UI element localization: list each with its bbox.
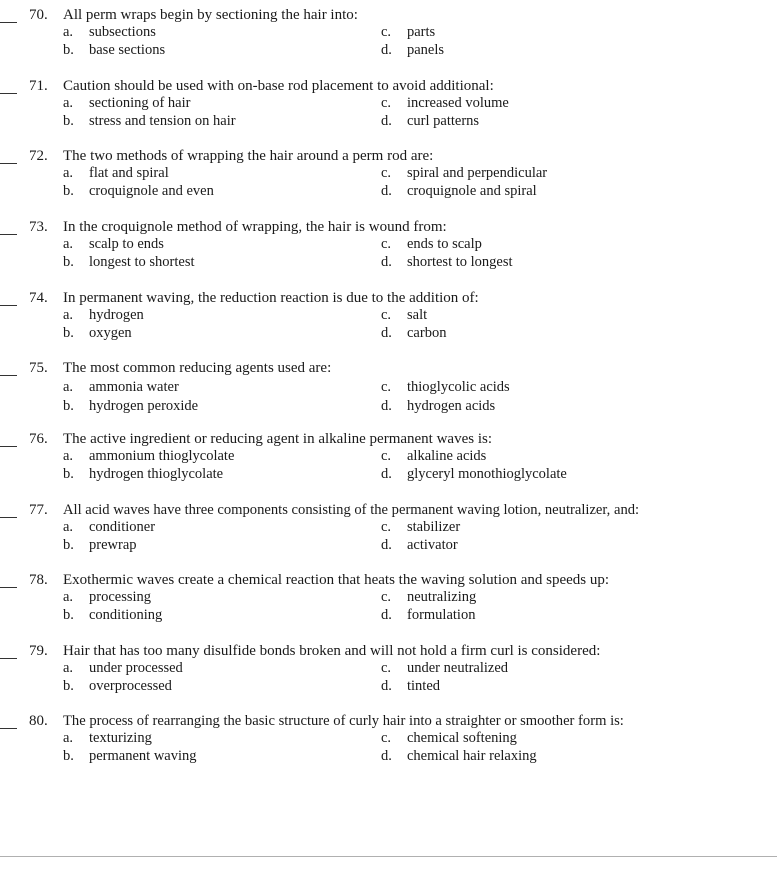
option-text: base sections (89, 42, 166, 58)
option-text: activator (407, 537, 458, 553)
option-c (381, 24, 435, 41)
question-74 (0, 290, 777, 352)
option-letter: b. (63, 607, 74, 623)
option-d (381, 398, 495, 415)
option-text: neutralizing (407, 589, 477, 605)
option-a (63, 307, 144, 324)
option-c (381, 95, 509, 112)
answer-blank (0, 728, 17, 729)
option-text: shortest to longest (407, 254, 513, 270)
option-b (63, 183, 214, 200)
option-letter: c. (381, 95, 392, 111)
option-text: stabilizer (407, 519, 461, 535)
option-c (381, 165, 547, 182)
option-d (381, 607, 475, 624)
option-c (381, 448, 486, 465)
option-text: permanent waving (89, 748, 197, 764)
option-text: ammonia water (89, 379, 179, 395)
option-text: thioglycolic acids (407, 379, 510, 395)
option-letter: a. (63, 589, 74, 605)
option-d (381, 678, 440, 695)
option-b (63, 42, 165, 59)
option-letter: b. (63, 113, 74, 129)
question-number: 70. (29, 7, 48, 23)
question-77 (0, 502, 777, 564)
option-letter: d. (381, 183, 392, 199)
option-letter: a. (63, 448, 74, 464)
option-a (63, 165, 169, 182)
option-text: longest to shortest (89, 254, 195, 270)
question-text: The most common reducing agents used are: (63, 360, 332, 376)
option-c (381, 589, 476, 606)
question-text: All perm wraps begin by sectioning the hair into: (63, 7, 358, 23)
option-d (381, 254, 513, 271)
option-text: flat and spiral (89, 165, 169, 181)
option-text: alkaline acids (407, 448, 487, 464)
option-text: salt (407, 307, 428, 323)
question-text: Exothermic waves create a chemical reaction that heats the waving solution and speeds up: (63, 572, 610, 588)
option-b (63, 748, 197, 765)
option-b (63, 254, 195, 271)
option-text: overprocessed (89, 678, 172, 694)
option-b (63, 325, 132, 342)
option-d (381, 42, 444, 59)
option-letter: a. (63, 307, 74, 323)
answer-blank (0, 517, 17, 518)
question-number: 72. (29, 148, 48, 164)
option-letter: c. (381, 448, 392, 464)
option-letter: d. (381, 748, 392, 764)
option-a (63, 24, 156, 41)
option-c (381, 307, 427, 324)
option-text: stress and tension on hair (89, 113, 236, 129)
option-a (63, 236, 164, 253)
option-text: glyceryl monothioglycolate (407, 466, 567, 482)
option-text: curl patterns (407, 113, 480, 129)
option-letter: b. (63, 748, 74, 764)
option-b (63, 537, 137, 554)
question-text: The process of rearranging the basic structure of curly hair into a straighter or smoother form is: (63, 713, 624, 729)
option-c (381, 730, 517, 747)
question-71 (0, 78, 777, 140)
option-letter: c. (381, 24, 392, 40)
question-number: 78. (29, 572, 48, 588)
question-79 (0, 643, 777, 705)
option-text: under neutralized (407, 660, 509, 676)
option-d (381, 466, 567, 483)
option-text: formulation (407, 607, 476, 623)
option-a (63, 448, 234, 465)
option-c (381, 379, 510, 396)
option-text: parts (407, 24, 436, 40)
option-text: hydrogen (89, 307, 144, 323)
answer-blank (0, 93, 17, 94)
question-text: Hair that has too many disulfide bonds broken and will not hold a firm curl is considered: (63, 643, 601, 659)
question-text: All acid waves have three components consisting of the permanent waving lotion, neutralizer, and: (63, 502, 640, 518)
option-d (381, 748, 537, 765)
answer-blank (0, 658, 17, 659)
page-bottom-divider (0, 856, 777, 857)
option-text: spiral and perpendicular (407, 165, 548, 181)
option-a (63, 589, 151, 606)
option-b (63, 398, 198, 415)
option-letter: c. (381, 730, 392, 746)
answer-blank (0, 446, 17, 447)
question-text: In permanent waving, the reduction reaction is due to the addition of: (63, 290, 479, 306)
option-text: texturizing (89, 730, 152, 746)
option-a (63, 379, 179, 396)
question-76 (0, 431, 777, 493)
answer-blank (0, 234, 17, 235)
question-number: 75. (29, 360, 48, 376)
option-text: carbon (407, 325, 447, 341)
option-text: chemical hair relaxing (407, 748, 537, 764)
option-letter: a. (63, 730, 74, 746)
option-text: sectioning of hair (89, 95, 191, 111)
question-number: 77. (29, 502, 48, 518)
option-text: scalp to ends (89, 236, 164, 252)
option-a (63, 730, 152, 747)
question-text: The active ingredient or reducing agent in alkaline permanent waves is: (63, 431, 493, 447)
option-letter: d. (381, 325, 392, 341)
option-d (381, 183, 537, 200)
answer-blank (0, 305, 17, 306)
answer-blank (0, 163, 17, 164)
option-letter: d. (381, 113, 392, 129)
option-text: subsections (89, 24, 156, 40)
question-73 (0, 219, 777, 281)
question-78 (0, 572, 777, 634)
option-text: conditioning (89, 607, 163, 623)
question-72 (0, 148, 777, 210)
option-letter: d. (381, 466, 392, 482)
question-70 (0, 7, 777, 69)
option-letter: b. (63, 537, 74, 553)
option-b (63, 607, 162, 624)
question-75 (0, 360, 777, 422)
option-c (381, 660, 508, 677)
option-letter: c. (381, 236, 392, 252)
option-letter: a. (63, 236, 74, 252)
option-a (63, 660, 183, 677)
option-letter: d. (381, 398, 392, 414)
option-letter: c. (381, 165, 392, 181)
option-letter: b. (63, 325, 74, 341)
option-c (381, 519, 460, 536)
option-text: hydrogen thioglycolate (89, 466, 224, 482)
question-number: 79. (29, 643, 48, 659)
answer-blank (0, 375, 17, 376)
question-80 (0, 713, 777, 775)
answer-blank (0, 587, 17, 588)
option-text: ends to scalp (407, 236, 482, 252)
option-text: panels (407, 42, 445, 58)
question-text: In the croquignole method of wrapping, the hair is wound from: (63, 219, 447, 235)
answer-blank (0, 22, 17, 23)
option-letter: c. (381, 519, 392, 535)
option-text: under processed (89, 660, 183, 676)
option-b (63, 466, 223, 483)
option-text: tinted (407, 678, 441, 694)
option-d (381, 537, 458, 554)
option-b (63, 678, 172, 695)
question-text: Caution should be used with on-base rod placement to avoid additional: (63, 78, 494, 94)
option-letter: b. (63, 398, 74, 414)
option-d (381, 325, 446, 342)
option-letter: b. (63, 466, 74, 482)
option-b (63, 113, 236, 130)
option-letter: c. (381, 379, 392, 395)
option-a (63, 95, 190, 112)
option-letter: d. (381, 537, 392, 553)
option-letter: c. (381, 589, 392, 605)
option-letter: d. (381, 42, 392, 58)
question-number: 76. (29, 431, 48, 447)
option-text: processing (89, 589, 152, 605)
option-text: oxygen (89, 325, 132, 341)
option-letter: a. (63, 24, 74, 40)
option-text: prewrap (89, 537, 137, 553)
option-letter: b. (63, 42, 74, 58)
option-a (63, 519, 155, 536)
option-text: hydrogen peroxide (89, 398, 199, 414)
option-text: croquignole and even (89, 183, 214, 199)
option-text: hydrogen acids (407, 398, 496, 414)
question-number: 74. (29, 290, 48, 306)
option-letter: d. (381, 607, 392, 623)
option-text: conditioner (89, 519, 156, 535)
option-text: increased volume (407, 95, 509, 111)
option-letter: a. (63, 165, 74, 181)
option-letter: a. (63, 379, 74, 395)
option-letter: d. (381, 678, 392, 694)
option-letter: a. (63, 95, 74, 111)
option-letter: b. (63, 678, 74, 694)
option-letter: b. (63, 183, 74, 199)
question-text: The two methods of wrapping the hair around a perm rod are: (63, 148, 434, 164)
option-text: ammonium thioglycolate (89, 448, 235, 464)
option-letter: c. (381, 307, 392, 323)
question-number: 80. (29, 713, 48, 729)
option-text: chemical softening (407, 730, 517, 746)
option-c (381, 236, 482, 253)
option-letter: c. (381, 660, 392, 676)
option-letter: b. (63, 254, 74, 270)
option-letter: d. (381, 254, 392, 270)
question-number: 73. (29, 219, 48, 235)
option-letter: a. (63, 519, 74, 535)
option-d (381, 113, 479, 130)
question-number: 71. (29, 78, 48, 94)
option-text: croquignole and spiral (407, 183, 537, 199)
option-letter: a. (63, 660, 74, 676)
